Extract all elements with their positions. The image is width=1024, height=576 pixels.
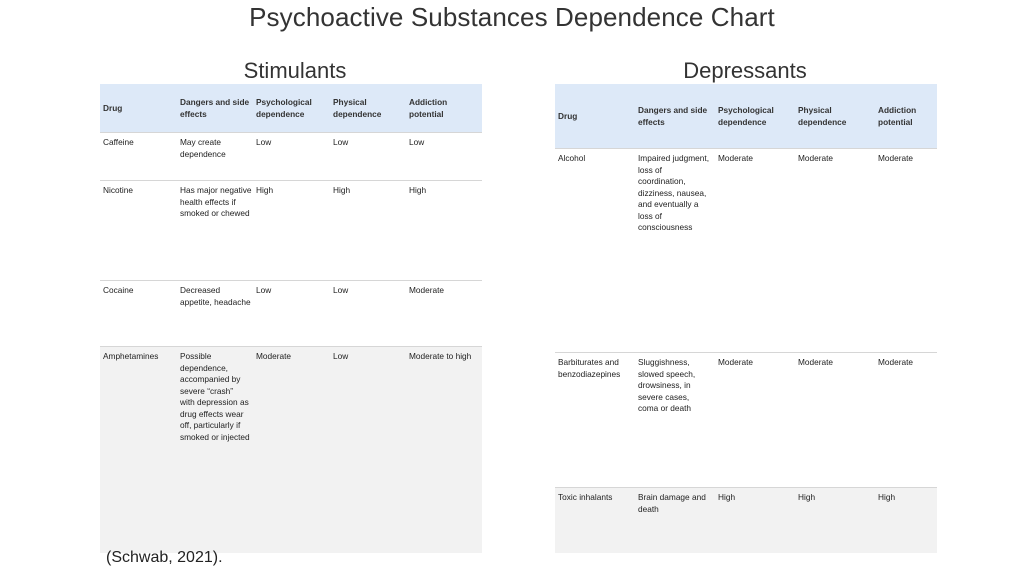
- table-row: [555, 352, 937, 488]
- column-header-physical: Physical dependence: [798, 105, 847, 127]
- cell-drug: Cocaine: [103, 285, 134, 295]
- citation: (Schwab, 2021).: [106, 549, 223, 566]
- table-row: [555, 148, 937, 353]
- table-header: [100, 84, 482, 132]
- cell-physical: Low: [333, 137, 349, 147]
- cell-drug: Amphetamines: [103, 351, 159, 361]
- cell-drug: Barbiturates and benzodiazepines: [558, 357, 621, 379]
- column-header-dangers: Dangers and side effects: [180, 97, 250, 119]
- table-header: [555, 84, 937, 148]
- cell-addiction: Moderate: [878, 153, 914, 163]
- cell-psychological: Moderate: [718, 357, 754, 367]
- table-row: [555, 487, 937, 553]
- table-row: [100, 346, 482, 553]
- cell-addiction: Low: [409, 137, 425, 147]
- column-header-addiction: Addiction potential: [409, 97, 448, 119]
- table-row: [100, 132, 482, 181]
- cell-dangers: May create dependence: [180, 137, 226, 159]
- cell-physical: Low: [333, 351, 349, 361]
- cell-psychological: High: [718, 492, 736, 502]
- cell-addiction: High: [878, 492, 896, 502]
- column-header-dangers: Dangers and side effects: [638, 105, 708, 127]
- cell-physical: Low: [333, 285, 349, 295]
- cell-addiction: Moderate to high: [409, 351, 472, 361]
- table-row: [100, 280, 482, 347]
- stimulants-heading: Stimulants: [243, 58, 347, 83]
- cell-drug: Toxic inhalants: [558, 492, 613, 502]
- column-header-psychological: Psychological dependence: [256, 97, 312, 119]
- page-title: Psychoactive Substances Dependence Chart: [249, 2, 775, 32]
- cell-addiction: High: [409, 185, 427, 195]
- cell-dangers: Possible dependence, accompanied by severe “crash” with depression as drug effects wear off, particularly if smoked or injected: [180, 351, 250, 442]
- cell-psychological: Moderate: [718, 153, 754, 163]
- cell-physical: Moderate: [798, 357, 834, 367]
- column-header-addiction: Addiction potential: [878, 105, 917, 127]
- cell-psychological: High: [256, 185, 274, 195]
- cell-drug: Caffeine: [103, 137, 134, 147]
- cell-psychological: Low: [256, 285, 272, 295]
- column-header-physical: Physical dependence: [333, 97, 382, 119]
- depressants-heading: Depressants: [683, 58, 807, 83]
- column-header-psychological: Psychological dependence: [718, 105, 774, 127]
- cell-drug: Nicotine: [103, 185, 133, 195]
- cell-physical: High: [333, 185, 351, 195]
- cell-physical: Moderate: [798, 153, 834, 163]
- cell-dangers: Brain damage and death: [638, 492, 706, 514]
- column-header-drug: Drug: [558, 111, 578, 121]
- cell-psychological: Moderate: [256, 351, 292, 361]
- cell-psychological: Low: [256, 137, 272, 147]
- cell-addiction: Moderate: [878, 357, 914, 367]
- depressants-table: [555, 84, 937, 552]
- cell-physical: High: [798, 492, 816, 502]
- cell-dangers: Impaired judgment, loss of coordination, dizziness, nausea, and eventually a loss of consciousness: [638, 153, 710, 232]
- cell-dangers: Sluggishness, slowed speech, drowsiness, in severe cases, coma or death: [638, 357, 696, 413]
- cell-dangers: Decreased appetite, headache: [180, 285, 251, 307]
- cell-dangers: Has major negative health effects if smoked or chewed: [180, 185, 252, 218]
- column-header-drug: Drug: [103, 103, 123, 113]
- table-row: [100, 180, 482, 281]
- cell-addiction: Moderate: [409, 285, 445, 295]
- cell-drug: Alcohol: [558, 153, 586, 163]
- stimulants-table: [100, 84, 482, 552]
